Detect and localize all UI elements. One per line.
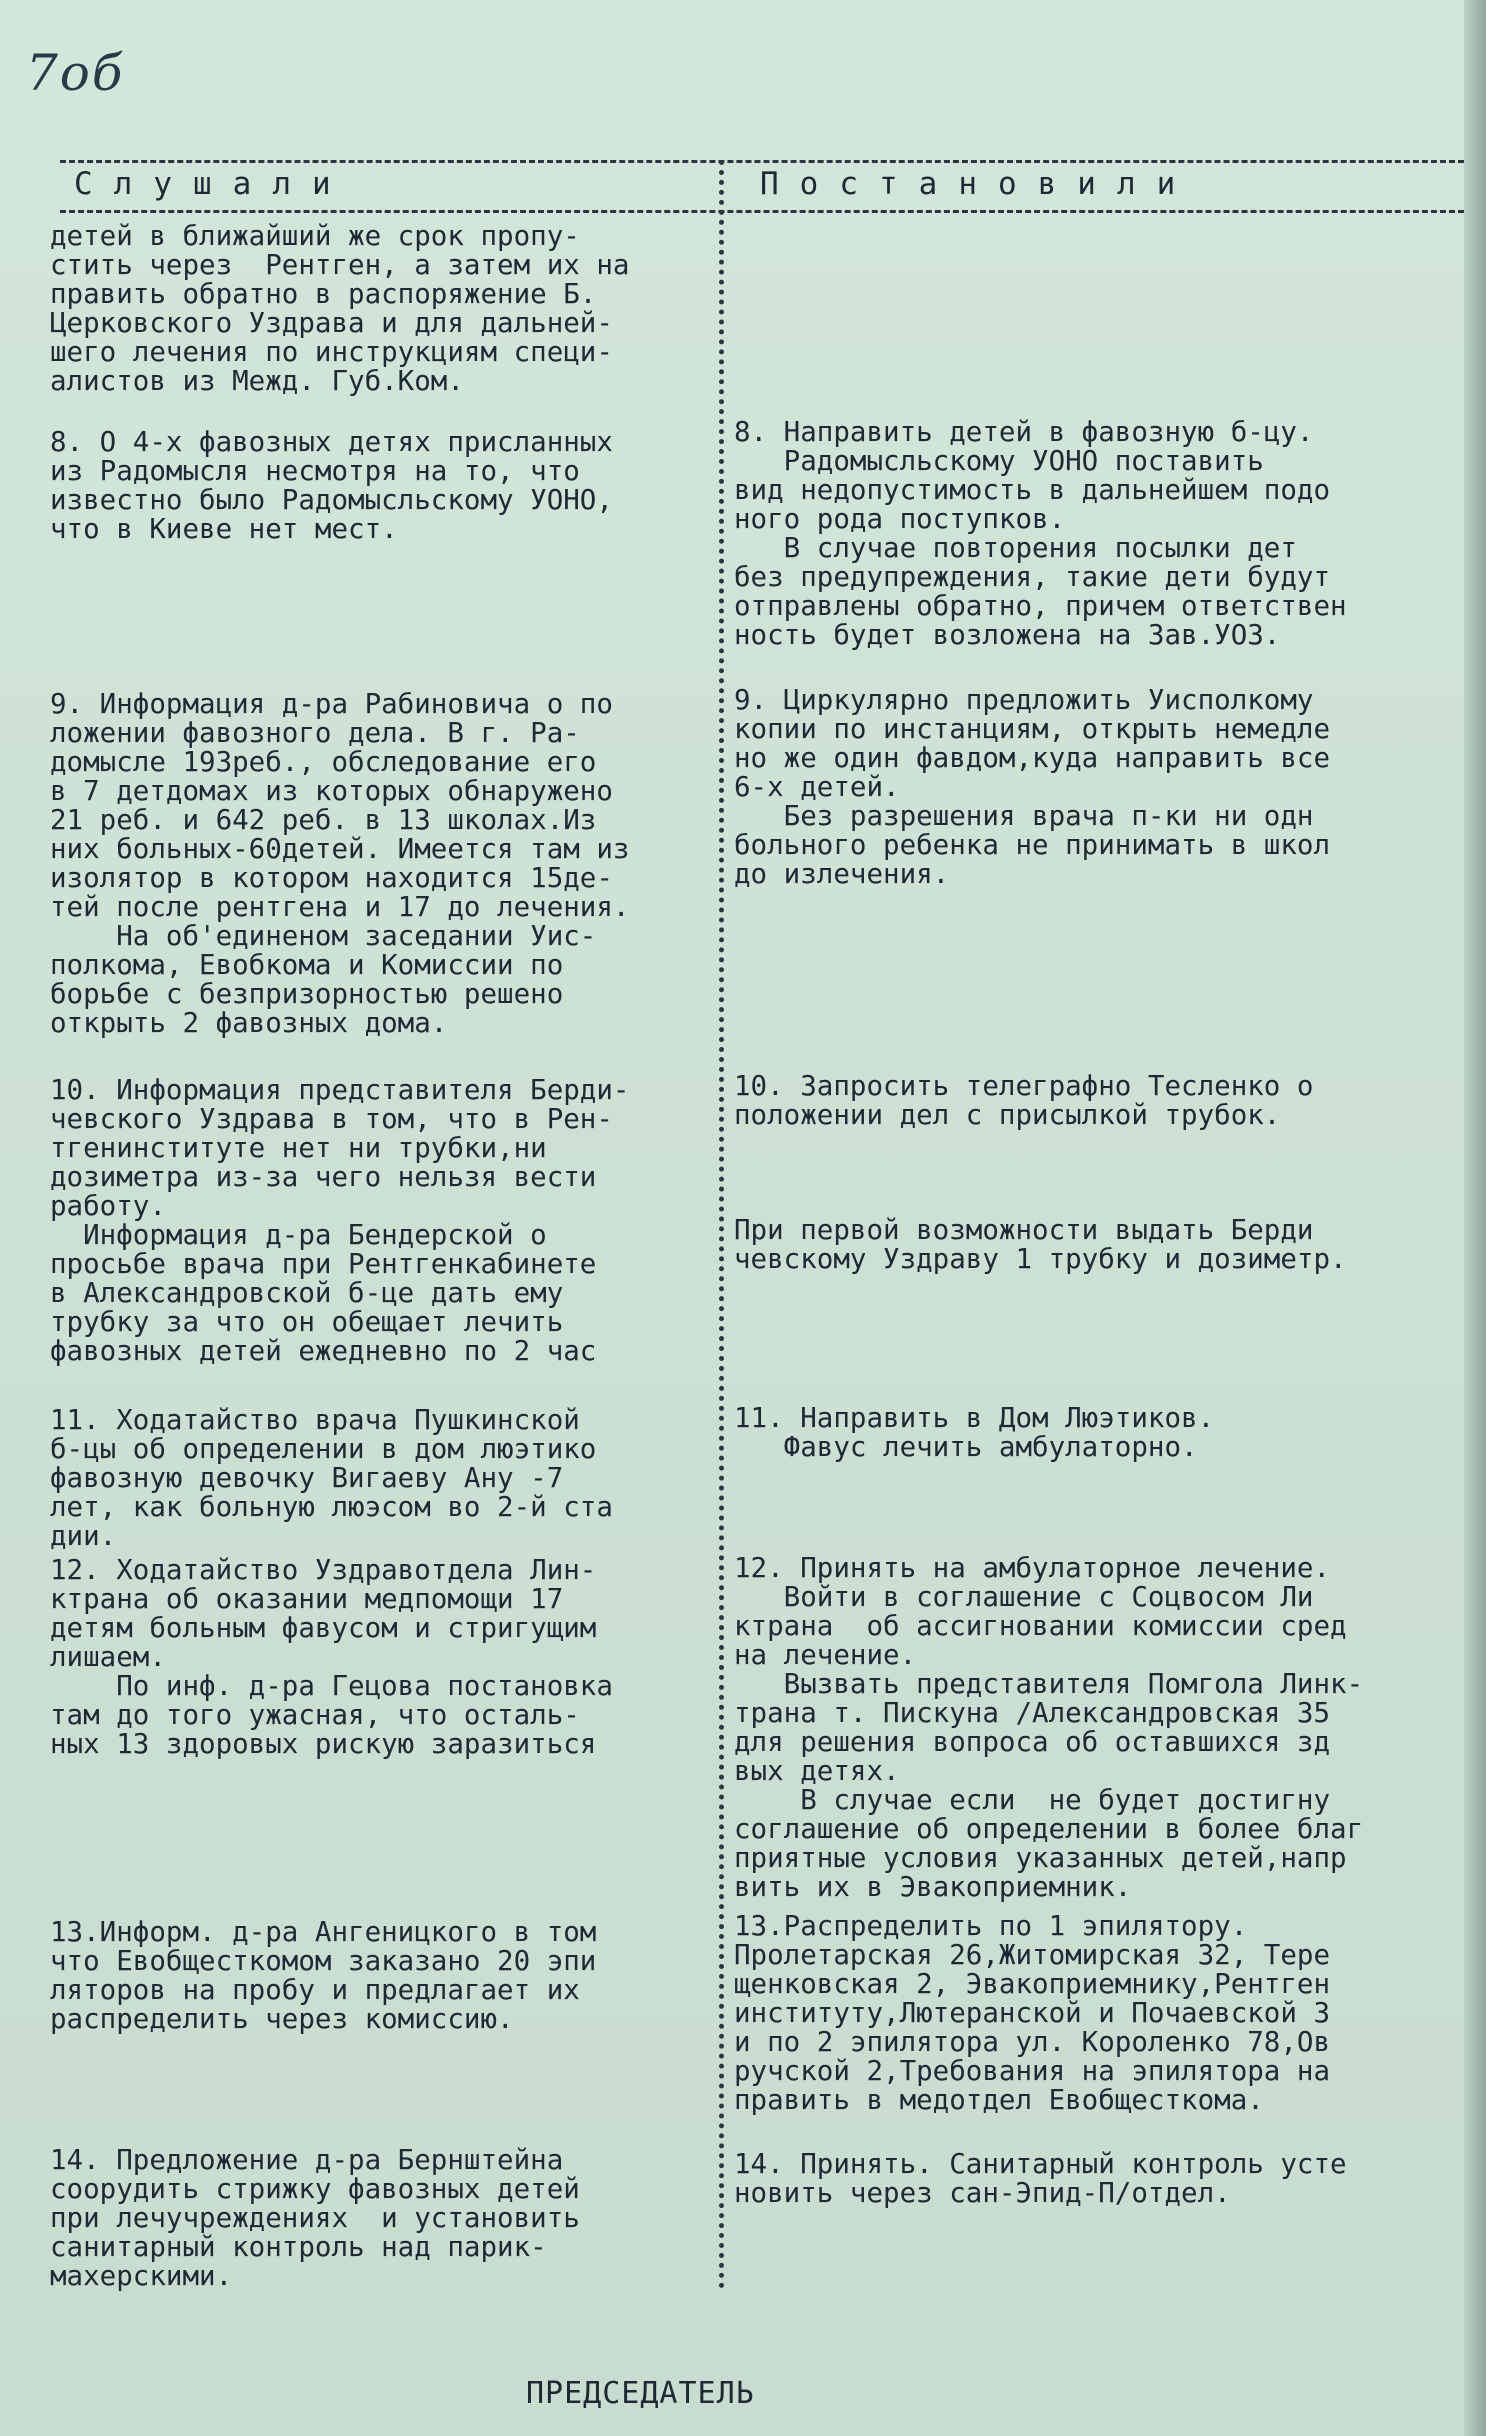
- resolved-item-14: 14. Принять. Санитарный контроль усте новить через сан-Эпид-П/отдел.: [734, 2148, 1347, 2209]
- resolved-item-8: 8. Направить детей в фавозную б-цу. Радомысльскому УОНО поставить вид недопустимость в дальнейшем подо ного рода поступков. В случае повторения посылки дет без предупреждения, такие дети будут отправлены обратно, причем ответствен ность будет возложена на Зав.УОЗ.: [734, 416, 1347, 651]
- heard-item-9: 9. Информация д-ра Рабиновича о по ложении фавозного дела. В г. Ра- домысле 193реб., обследование его в 7 детдомах из которых обнаружено 21 реб. и 642 реб. в 13 школах.Из них больных-60детей. Имеется там из изолятор в котором находится 15де- тей после рентгена и 17 до лечения. На об'единеном заседании Уис- полкома, Евобкома и Комиссии по борьбе с безпризорностью решено открыть 2 фавозных дома.: [50, 688, 630, 1039]
- heard-item-12: 12. Ходатайство Уздравотдела Лин- ктрана об оказании медпомощи 17 детям больным фавусом и стригущим лишаем. По инф. д-ра Гецова постановка там до того ужасная, что осталь- ных 13 здоровых рискую заразиться: [50, 1554, 613, 1760]
- page-number: 7об: [26, 44, 125, 102]
- resolved-item-13: 13.Распределить по 1 эпилятору. Пролетарская 26,Житомирская 32, Тере щенковская 2, Эвакоприемнику,Рентген институту,Лютеранской и Почаевской 3 и по 2 эпилятора ул. Короленко 78,Ов ручской 2,Требования на эпилятора на править в медотдел Евобщесткома.: [734, 1910, 1331, 2116]
- heard-item-7-continued: детей в ближайший же срок пропу- стить через Рентген, а затем их на править обратно в распоряжение Б. Церковского Уздрава и для дальней- шего лечения по инструкциям специ- алистов из Межд. Губ.Ком.: [50, 220, 630, 397]
- column-divider: [719, 160, 724, 2290]
- heard-item-13: 13.Информ. д-ра Ангеницкого в том что Евобщесткомом заказано 20 эпи ляторов на пробу и предлагает их распределить через комиссию.: [50, 1916, 597, 2035]
- header-rule-bottom: [60, 210, 1464, 213]
- resolved-item-9: 9. Циркулярно предложить Уисполкому копии по инстанциям, открыть немедле но же один фавдом,куда направить все 6-х детей. Без разрешения врача п-ки ни одн больного ребенка не принимать в школ до излечения.: [734, 684, 1331, 890]
- heard-item-14: 14. Предложение д-ра Бернштейна соорудить стрижку фавозных детей при лечучреждениях и установить санитарный контроль над парик- махерскими.: [50, 2144, 580, 2292]
- chairman-signature-label: ПРЕДСЕДАТЕЛЬ: [526, 2376, 755, 2411]
- page-edge: [1464, 0, 1486, 2436]
- heard-item-10: 10. Информация представителя Берди- чевского Уздрава в том, что в Рен- тгенинституте нет ни трубки,ни дозиметра из-за чего нельзя вести работу. Информация д-ра Бендерской о просьбе врача при Рентгенкабинете в Александровской б-це дать ему трубку за что он обещает лечить фавозных детей ежедневно по 2 час: [50, 1074, 630, 1367]
- resolved-item-10: 10. Запросить телеграфно Тесленко о положении дел с присылкой трубок.: [734, 1070, 1314, 1131]
- resolved-item-11: 11. Направить в Дом Люэтиков. Фавус лечить амбулаторно.: [734, 1402, 1215, 1463]
- header-heard: Слушали: [74, 166, 352, 202]
- resolved-item-10-addendum: При первой возможности выдать Берди чевскому Уздраву 1 трубку и дозиметр.: [734, 1214, 1347, 1275]
- header-resolved: Постановили: [760, 166, 1197, 202]
- heard-item-8: 8. О 4-х фавозных детях присланных из Радомысля несмотря на то, что известно было Радомысльскому УОНО, что в Киеве нет мест.: [50, 426, 613, 545]
- heard-item-11: 11. Ходатайство врача Пушкинской б-цы об определении в дом люэтико фавозную девочку Вигаеву Ану -7 лет, как больную люэсом во 2-й ста дии.: [50, 1404, 613, 1552]
- resolved-item-12: 12. Принять на амбулаторное лечение. Войти в соглашение с Соцвосом Ли ктрана об ассигновании комиссии сред на лечение. Вызвать представителя Помгола Линк- трана т. Пискуна /Александровская 35 для решения вопроса об оставшихся зд вых детях. В случае если не будет достигну соглашение об определении в более благ приятные условия указанных детей,напр вить их в Эвакоприемник.: [734, 1552, 1364, 1903]
- header-rule-top: [60, 160, 1464, 163]
